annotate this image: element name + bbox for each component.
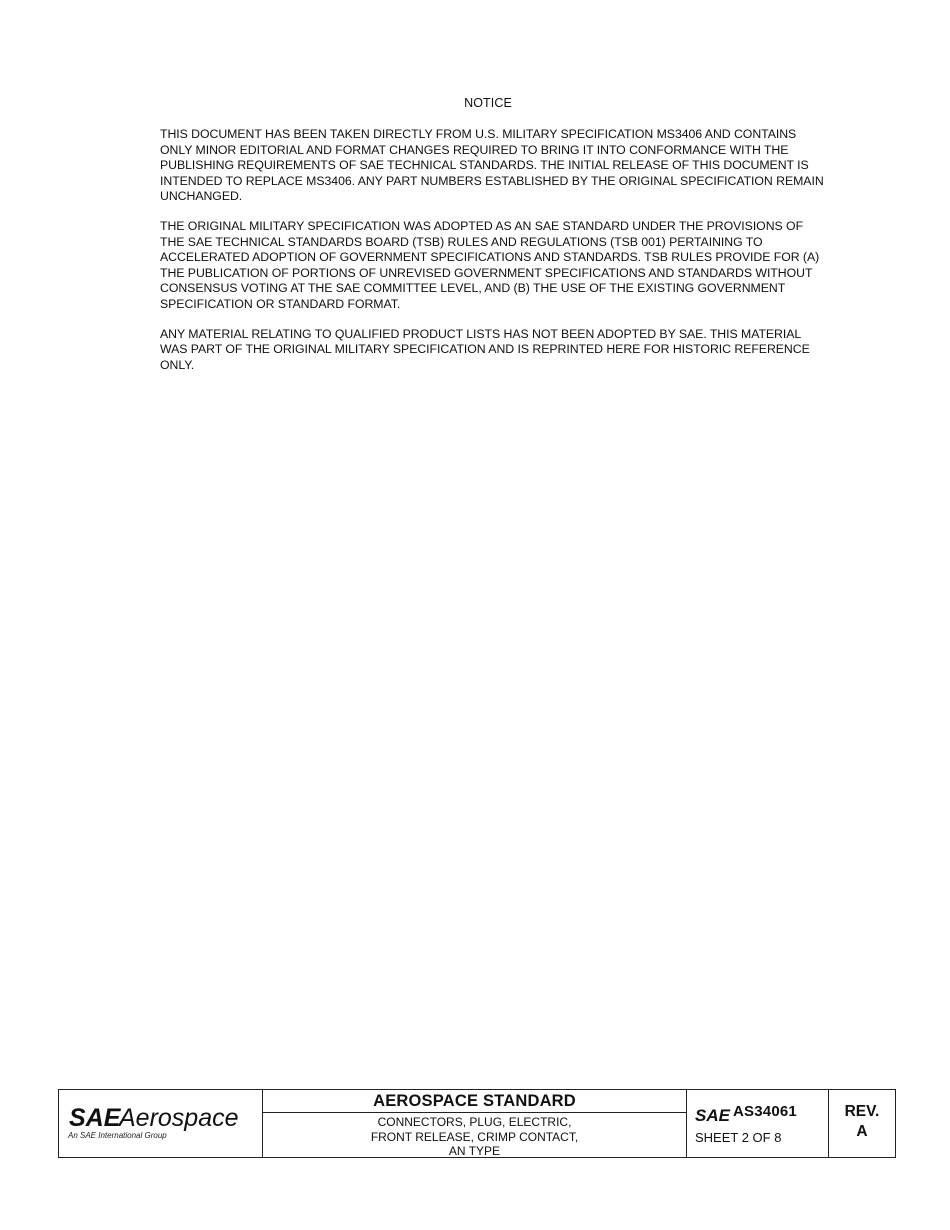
notice-paragraph-1: THIS DOCUMENT HAS BEEN TAKEN DIRECTLY FROM U.S. MILITARY SPECIFICATION MS3406 AND CONTAINS ONLY MINOR EDITORIAL AND FORMAT CHANGES REQUIRED TO BRING IT INTO CONFORMANCE WITH THE PUBLISHING REQUIREMENTS OF SAE TECHNICAL STANDARDS. THE INITIAL RELEASE OF THIS DOCUMENT IS INTENDED TO REPLACE MS3406. ANY PART NUMBERS ESTABLISHED BY THE ORIGINAL SPECIFICATION REMAIN UNCHANGED. bbox=[160, 127, 824, 204]
standard-label: AEROSPACE STANDARD bbox=[263, 1090, 686, 1113]
logo-tagline: An SAE International Group bbox=[68, 1131, 167, 1140]
description-line-1: CONNECTORS, PLUG, ELECTRIC, bbox=[377, 1115, 572, 1129]
document-title-cell bbox=[263, 1090, 687, 1157]
sae-aerospace-logo-icon bbox=[69, 1104, 249, 1132]
revision-cell bbox=[829, 1090, 895, 1157]
notice-title: NOTICE bbox=[464, 96, 512, 110]
logo-aerospace-text: Aerospace bbox=[119, 1104, 239, 1132]
sae-mark-text: SAE bbox=[695, 1106, 730, 1123]
notice-body bbox=[160, 127, 826, 387]
document-number-cell bbox=[687, 1090, 829, 1157]
sae-mark-icon bbox=[695, 1105, 731, 1123]
document-number: AS34061 bbox=[733, 1103, 797, 1120]
revision-value: A bbox=[856, 1123, 868, 1140]
title-block bbox=[58, 1089, 896, 1158]
document-description bbox=[263, 1113, 686, 1159]
notice-paragraph-3: ANY MATERIAL RELATING TO QUALIFIED PRODUCT LISTS HAS NOT BEEN ADOPTED BY SAE. THIS MATERIAL WAS PART OF THE ORIGINAL MILITARY SPECIFICATION AND IS REPRINTED HERE FOR HISTORIC REFERENCE ONLY. bbox=[160, 326, 810, 372]
sheet-number: SHEET 2 OF 8 bbox=[695, 1130, 782, 1145]
notice-paragraph-2: THE ORIGINAL MILITARY SPECIFICATION WAS ADOPTED AS AN SAE STANDARD UNDER THE PROVISIONS OF THE SAE TECHNICAL STANDARDS BOARD (TSB) RULES AND REGULATIONS (TSB 001) PERTAINING TO ACCELERATED ADOPTION OF GOVERNMENT SPECIFICATIONS AND STANDARDS. TSB RULES PROVIDE FOR (A) THE PUBLICATION OF PORTIONS OF UNREVISED GOVERNMENT SPECIFICATIONS AND STANDARDS WITHOUT CONSENSUS VOTING AT THE SAE COMMITTEE LEVEL, AND (B) THE USE OF THE EXISTING GOVERNMENT SPECIFICATION OR STANDARD FORMAT. bbox=[160, 218, 820, 311]
logo-sae-text: SAE bbox=[69, 1104, 121, 1132]
revision-label: REV. bbox=[844, 1103, 880, 1120]
description-line-2: FRONT RELEASE, CRIMP CONTACT, bbox=[370, 1129, 579, 1144]
sae-aerospace-logo bbox=[59, 1090, 263, 1157]
description-line-3: AN TYPE bbox=[448, 1144, 501, 1158]
